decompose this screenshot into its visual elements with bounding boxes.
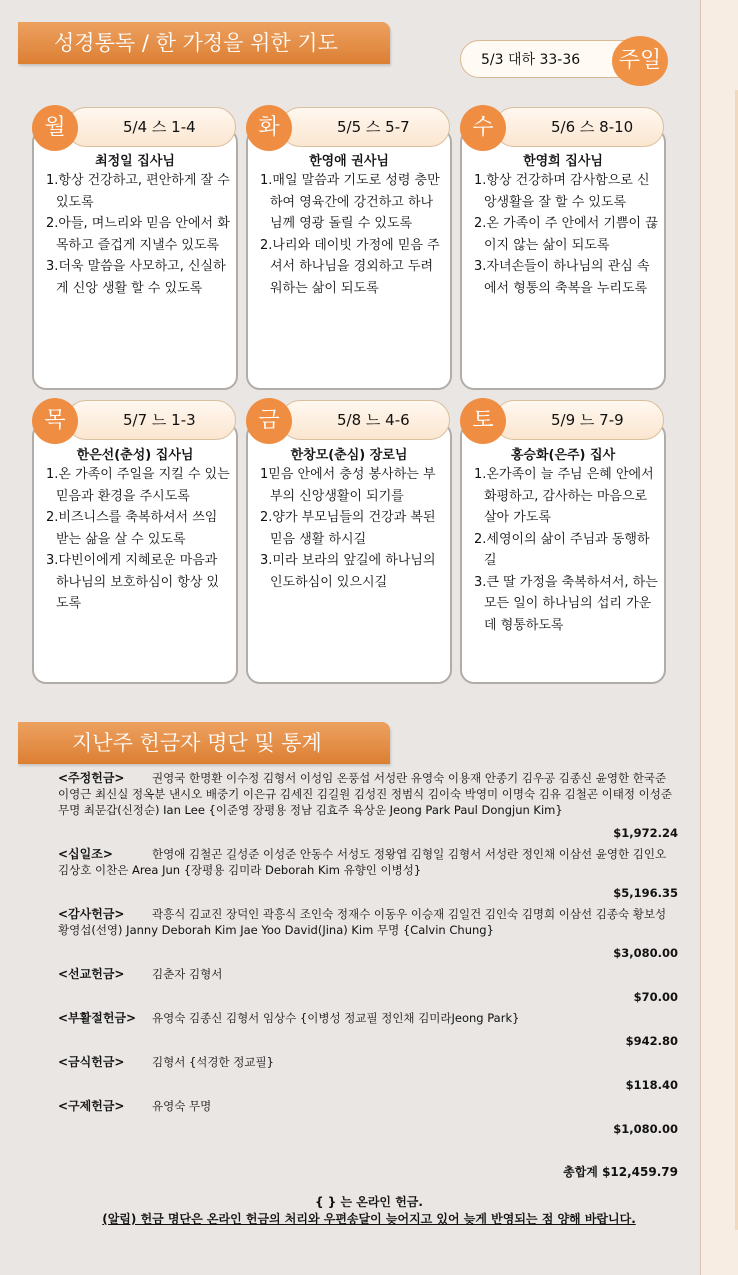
offering-names: 김춘자 김형서 — [152, 967, 223, 981]
prayer-item: 3.큰 딸 가정을 축복하셔서, 하는 모든 일이 하나님의 섭리 가운데 형통하도록 — [474, 574, 658, 633]
day-card-fri — [246, 422, 452, 684]
prayer-item: 1.온 가족이 주일을 지킬 수 있는 믿음과 환경을 주시도록 — [46, 467, 230, 504]
offering-list — [58, 770, 678, 1136]
offering-item-thanks — [58, 906, 678, 960]
offering-label: <주정헌금> — [58, 771, 125, 785]
prayer-person: 한영희 집사님 — [523, 154, 603, 169]
offering-names: 김형서 {석경한 정교필} — [152, 1055, 274, 1069]
day-card-tue — [246, 128, 452, 390]
offering-label: <구제헌금> — [58, 1099, 125, 1113]
offering-amount: $5,196.35 — [613, 886, 678, 900]
offering-item-weekly — [58, 770, 678, 840]
prayer-item: 1믿음 안에서 충성 봉사하는 부부의 신앙생활이 되기를 — [260, 467, 436, 504]
offering-item-mission — [58, 966, 678, 1004]
offering-item-relief — [58, 1098, 678, 1136]
day-badge-mon: 월 — [32, 105, 78, 151]
prayer-item: 3.다빈이에게 지혜로운 마음과 하나님의 보호하심이 항상 있도록 — [46, 553, 220, 611]
offering-label: <선교헌금> — [58, 967, 125, 981]
prayer-item: 2.온 가족이 주 안에서 기쁨이 끊이지 않는 삶이 되도록 — [474, 216, 658, 253]
prayer-person: 한영애 권사님 — [309, 154, 389, 169]
prayer-item: 2.아들, 며느리와 믿음 안에서 화목하고 즐겁게 지낼수 있도록 — [46, 216, 230, 253]
offering-label: <금식헌금> — [58, 1055, 125, 1069]
offering-amount: $942.80 — [625, 1034, 678, 1048]
day-badge-wed: 수 — [460, 105, 506, 151]
prayer-item: 3.더욱 말씀을 사모하고, 신실하게 신앙 생활 할 수 있도록 — [46, 259, 226, 296]
offering-amount: $1,080.00 — [613, 1122, 678, 1136]
day-badge-thu: 목 — [32, 398, 78, 444]
day-card-thu — [32, 422, 238, 684]
prayer-item: 2.나리와 데이빗 가정에 믿음 주셔서 하나님을 경외하고 두려워하는 삶이 되도록 — [260, 237, 440, 296]
offering-item-easter — [58, 1010, 678, 1048]
prayer-item: 1.온가족이 늘 주님 은혜 안에서 화평하고, 감사하는 마음으로 살아 가도록 — [474, 467, 654, 525]
offering-amount: $70.00 — [633, 990, 678, 1004]
sunday-reading: 5/3 대하 33-36 — [460, 40, 660, 78]
prayer-list — [46, 170, 230, 299]
prayer-list — [260, 464, 444, 593]
day-card-sat — [460, 422, 666, 684]
day-reading-wed: 5/6 스 8-10 — [494, 107, 664, 147]
offering-names: 곽흥식 김교진 장덕인 곽흥식 조인숙 정재수 이동우 이승재 김일건 김인숙 김명희 이삼선 김종숙 황보성 황영섭(선영) Janny Deborah Kim Jae Yoo David(Jina) Kim 무명 {Calvin Chung} — [58, 907, 667, 937]
day-reading-fri: 5/8 느 4-6 — [280, 400, 450, 440]
day-card-mon — [32, 128, 238, 390]
prayer-item: 3.자녀손들이 하나님의 관심 속에서 형통의 축복을 누리도록 — [474, 259, 650, 296]
prayer-item: 3.미라 보라의 앞길에 하나님의 인도하심이 있으시길 — [260, 553, 436, 590]
offering-item-tithe — [58, 846, 678, 900]
prayer-item: 1.매일 말씀과 기도로 성령 충만하여 영육간에 강건하고 하나님께 영광 돌릴 수 있도록 — [260, 173, 440, 231]
offering-amount: $118.40 — [625, 1078, 678, 1092]
offering-amount: $3,080.00 — [613, 946, 678, 960]
day-badge-tue: 화 — [246, 105, 292, 151]
offering-section-title: 지난주 헌금자 명단 및 통계 — [18, 722, 390, 764]
offering-item-fasting — [58, 1054, 678, 1092]
offering-notice: (알림) 헌금 명단은 온라인 헌금의 처리와 우편송달이 늦어지고 있어 늦게 반영되는 점 양해 바랍니다. — [102, 1212, 636, 1226]
prayer-person: 한은선(춘성) 집사님 — [76, 448, 194, 463]
offering-label: <감사헌금> — [58, 907, 125, 921]
prayer-list — [46, 464, 230, 615]
day-reading-thu: 5/7 느 1-3 — [66, 400, 236, 440]
day-card-wed — [460, 128, 666, 390]
day-reading-mon: 5/4 스 1-4 — [66, 107, 236, 147]
offering-names: 유영숙 무명 — [152, 1099, 212, 1113]
prayer-item: 2.비즈니스를 축복하셔서 쓰임 받는 삶을 살 수 있도록 — [46, 510, 218, 547]
right-decorative-strip — [700, 0, 738, 1275]
offering-names: 유영숙 김종신 김형서 임상수 {이병성 정교필 정인채 김미라Jeong Park} — [152, 1011, 520, 1025]
day-badge-fri: 금 — [246, 398, 292, 444]
prayer-item: 2.양가 부모님들의 건강과 복된 믿음 생활 하시길 — [260, 510, 436, 547]
prayer-item: 1.항상 건강하고, 편안하게 잘 수 있도록 — [46, 173, 230, 210]
prayer-item: 1.항상 건강하며 감사함으로 신앙생활을 잘 할 수 있도록 — [474, 173, 650, 210]
reading-section-title: 성경통독 / 한 가정을 위한 기도 — [18, 22, 390, 64]
day-reading-sat: 5/9 느 7-9 — [494, 400, 664, 440]
online-offering-note: { } 는 온라인 헌금. — [315, 1195, 423, 1209]
sunday-day-badge: 주일 — [612, 36, 668, 86]
prayer-list — [474, 170, 658, 299]
offering-total: 총합계 $12,459.79 — [563, 1165, 678, 1179]
prayer-list — [260, 170, 444, 299]
offering-names: 권영국 한명환 이수정 김형서 이성임 온풍섭 서성란 유영숙 이용재 안종기 김우공 김종신 윤영한 한국준 이영근 최신실 정옥분 낸시오 배중기 이은규 김세진 김길원 김성진 정범식 김이숙 박영미 이명숙 김유 김철곤 이태정 이성준 무명 최문갑(신정순) Ian Lee {이준영 장평용 정남 김효주 육상운 Jeong Park Paul Dongjun Kim} — [58, 771, 672, 817]
prayer-person: 한창모(춘심) 장로님 — [290, 448, 408, 463]
prayer-person: 홍승화(은주) 집사 — [510, 448, 616, 463]
prayer-item: 2.세영이의 삶이 주님과 동행하길 — [474, 531, 650, 568]
prayer-person: 최정일 집사님 — [95, 154, 175, 169]
offering-label: <부활절헌금> — [58, 1011, 137, 1025]
day-badge-sat: 토 — [460, 398, 506, 444]
offering-names: 한영애 김철곤 길성준 이성준 안동수 서성도 정왕엽 김형일 김형서 서성란 정인채 이삼선 윤영한 김인오 김상호 이찬은 Area Jun {장평용 김미라 Deborah Kim 유향인 이병성} — [58, 847, 667, 877]
day-reading-tue: 5/5 스 5-7 — [280, 107, 450, 147]
offering-amount: $1,972.24 — [613, 826, 678, 840]
prayer-list — [474, 464, 658, 636]
offering-label: <십일조> — [58, 847, 113, 861]
